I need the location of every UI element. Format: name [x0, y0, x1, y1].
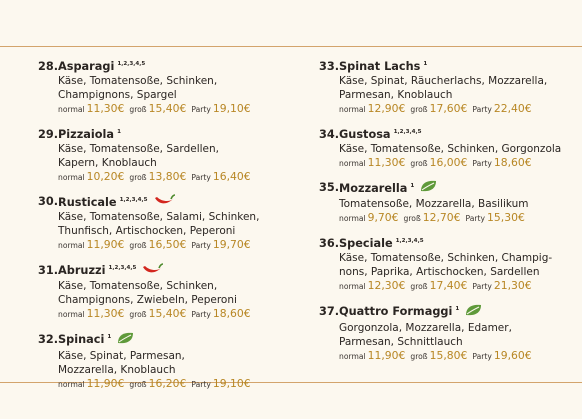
gross-price-label: groß: [129, 310, 147, 320]
item-name: Abruzzi: [58, 264, 106, 278]
allergen-superscript: 1: [117, 128, 121, 135]
ingredients-line: Parmesan, Knoblauch: [339, 88, 453, 101]
normal-price-label: normal: [58, 104, 85, 114]
item-name: Rusticale: [58, 195, 117, 209]
item-number: 31.: [38, 264, 59, 278]
price-row: [339, 156, 579, 171]
ingredients-line: Käse, Spinat, Parmesan,: [58, 349, 185, 362]
party-price-label: Party: [472, 351, 492, 361]
price-row: [58, 170, 300, 185]
normal-price-label: normal: [58, 172, 85, 182]
chili-icon: [141, 263, 163, 279]
normal-price: 9,70€: [367, 211, 399, 225]
ingredients-line: Kapern, Knoblauch: [58, 156, 157, 169]
menu-item-heading: [319, 234, 579, 251]
item-number: 37.: [319, 304, 340, 318]
menu-item: [319, 125, 579, 171]
menu-item-heading: [38, 125, 300, 142]
price-row: [339, 349, 579, 364]
ingredients-line: Tomatensoße, Mozzarella, Basilikum: [339, 198, 529, 211]
normal-price-label: normal: [339, 158, 366, 168]
gross-price: 13,80€: [148, 169, 187, 183]
allergen-superscript: 1: [423, 61, 428, 67]
ingredients-line: Käse, Tomatensoße, Schinken, Champig-: [339, 252, 553, 265]
ingredients-line: Käse, Tomatensoße, Schinken,: [58, 280, 218, 293]
normal-price: 11,90€: [367, 348, 406, 362]
menu-item: [38, 330, 300, 392]
party-price: 21,30€: [493, 279, 532, 293]
gross-price: 16,50€: [148, 238, 187, 252]
menu-item: [38, 57, 300, 117]
item-name: Gustosa: [339, 127, 391, 141]
normal-price: 11,30€: [367, 155, 406, 169]
gross-price: 16,00€: [429, 155, 468, 169]
allergen-superscript: 1: [455, 306, 460, 313]
item-number: 32.: [38, 332, 59, 346]
menu-item: [319, 234, 579, 294]
item-number: 34.: [319, 127, 340, 141]
normal-price-label: normal: [58, 310, 85, 320]
gross-price-label: groß: [129, 172, 147, 182]
gross-price-label: groß: [410, 351, 428, 361]
menu-item: [38, 193, 300, 254]
gross-price: 15,40€: [148, 307, 187, 321]
menu-item-heading: [38, 57, 300, 74]
allergen-superscript: 1,2,3,4,5: [119, 196, 148, 203]
party-price: 16,40€: [212, 169, 251, 183]
party-price-label: Party: [465, 214, 486, 224]
menu-item-heading: [38, 330, 300, 349]
normal-price-label: normal: [339, 214, 366, 224]
menu-column-left: [38, 57, 300, 400]
gross-price-label: groß: [410, 104, 428, 114]
ingredients-line: nons, Paprika, Artischocken, Sardellen: [339, 266, 540, 279]
party-price: 18,60€: [493, 155, 532, 169]
normal-price-label: normal: [58, 241, 85, 251]
allergen-superscript: 1,2,3,4,5: [117, 61, 146, 67]
leaf-icon: [116, 331, 136, 349]
menu-column-right: [319, 57, 579, 372]
normal-price-label: normal: [339, 282, 366, 292]
price-row: [339, 279, 579, 294]
party-price-label: Party: [472, 104, 492, 114]
item-number: 30.: [38, 195, 59, 209]
menu-item-heading: [319, 57, 579, 74]
ingredients-line: Thunfisch, Artischocken, Peperoni: [58, 225, 236, 238]
menu-item-heading: [319, 302, 579, 321]
menu-item-heading: [319, 125, 579, 142]
menu-item-heading: [319, 179, 579, 198]
party-price-label: Party: [472, 282, 492, 292]
menu-item: [319, 179, 579, 227]
price-row: [58, 377, 300, 392]
party-price-label: Party: [191, 241, 211, 251]
gross-price-label: groß: [403, 214, 421, 224]
item-name: Asparagi: [58, 59, 115, 73]
menu-item-heading: [38, 193, 300, 211]
item-number: 33.: [319, 59, 340, 73]
normal-price: 11,30€: [86, 307, 125, 321]
normal-price-label: normal: [339, 351, 366, 361]
party-price: 19,60€: [493, 348, 532, 362]
gross-price-label: groß: [410, 158, 428, 168]
chili-icon: [153, 194, 175, 210]
normal-price: 11,90€: [86, 376, 125, 390]
gross-price: 12,70€: [422, 211, 461, 225]
allergen-superscript: 1: [107, 334, 112, 341]
party-price-label: Party: [191, 172, 211, 182]
item-number: 28.: [38, 59, 59, 73]
price-row: [339, 102, 579, 117]
menu-item: [38, 261, 300, 322]
gross-price: 17,60€: [429, 101, 468, 115]
party-price-label: Party: [472, 158, 492, 168]
price-row: [58, 307, 300, 322]
leaf-icon: [419, 179, 439, 197]
gross-price-label: groß: [129, 241, 147, 251]
price-row: [58, 238, 300, 253]
ingredients-line: Käse, Tomatensoße, Schinken, Gorgonzola: [339, 142, 562, 155]
allergen-superscript: 1,2,3,4,5: [393, 128, 422, 135]
ingredients-line: Käse, Tomatensoße, Schinken,: [58, 74, 218, 87]
normal-price-label: normal: [58, 379, 85, 389]
ingredients-line: Käse, Tomatensoße, Sardellen,: [58, 142, 219, 155]
ingredients-line: Käse, Spinat, Räucherlachs, Mozzarella,: [339, 74, 548, 87]
item-name: Spinat Lachs: [339, 59, 421, 73]
party-price: 19,10€: [212, 101, 251, 115]
gross-price: 16,20€: [148, 376, 187, 390]
allergen-superscript: 1: [410, 182, 415, 189]
ingredients-line: Mozzarella, Knoblauch: [58, 363, 176, 376]
normal-price: 12,90€: [367, 101, 406, 115]
normal-price: 11,30€: [86, 101, 125, 115]
gross-price: 17,40€: [429, 279, 468, 293]
ingredients-line: Champignons, Spargel: [58, 88, 177, 101]
top-divider: [0, 46, 582, 47]
party-price: 19,10€: [212, 376, 251, 390]
party-price: 18,60€: [212, 307, 251, 321]
item-name: Mozzarella: [339, 181, 408, 195]
ingredients-line: Käse, Tomatensoße, Salami, Schinken,: [58, 211, 260, 224]
item-name: Speciale: [339, 237, 393, 251]
normal-price: 11,90€: [86, 238, 125, 252]
gross-price-label: groß: [410, 282, 428, 292]
menu-item-heading: [38, 261, 300, 279]
item-name: Pizzaiola: [58, 127, 115, 141]
ingredients-line: Parmesan, Schnittlauch: [339, 335, 463, 348]
ingredients-line: Gorgonzola, Mozzarella, Edamer,: [339, 321, 512, 334]
normal-price-label: normal: [339, 104, 366, 114]
menu-item: [38, 125, 300, 185]
item-number: 36.: [319, 237, 340, 251]
gross-price: 15,80€: [429, 348, 468, 362]
item-name: Quattro Formaggi: [339, 304, 453, 318]
price-row: [58, 102, 300, 117]
menu-item: [319, 302, 579, 364]
party-price-label: Party: [191, 310, 211, 320]
normal-price: 10,20€: [86, 169, 125, 183]
allergen-superscript: 1,2,3,4,5: [395, 238, 424, 245]
gross-price-label: groß: [129, 104, 147, 114]
item-number: 35.: [319, 181, 340, 195]
party-price: 15,30€: [487, 211, 525, 225]
party-price: 19,70€: [212, 238, 251, 252]
leaf-icon: [464, 303, 484, 321]
ingredients-line: Champignons, Zwiebeln, Peperoni: [58, 294, 237, 307]
gross-price: 15,40€: [148, 101, 187, 115]
price-row: [339, 211, 579, 226]
normal-price: 12,30€: [367, 279, 406, 293]
item-name: Spinaci: [58, 332, 105, 346]
item-number: 29.: [38, 127, 59, 141]
party-price: 22,40€: [493, 101, 532, 115]
gross-price-label: groß: [129, 379, 147, 389]
party-price-label: Party: [191, 104, 211, 114]
menu-item: [319, 57, 579, 117]
party-price-label: Party: [191, 379, 211, 389]
allergen-superscript: 1,2,3,4,5: [108, 265, 137, 272]
